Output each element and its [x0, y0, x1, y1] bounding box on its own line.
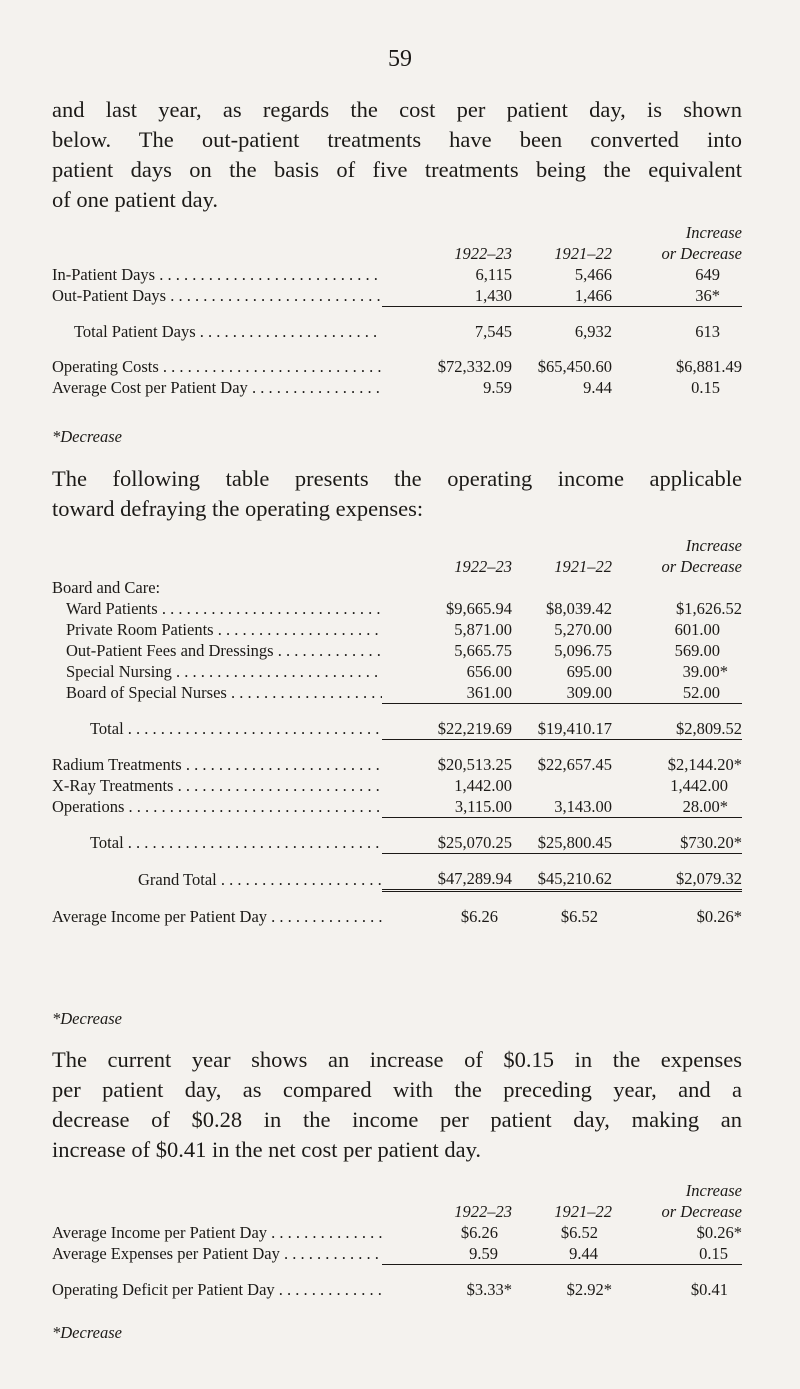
text-line: The current year shows an increase of $0.15 in the expenses: [52, 1047, 742, 1072]
table-row: Operations . . . 3,115.00 3,143.00 28.00*: [52, 796, 742, 818]
text-line: and last year, as regards the cost per patient day, is shown: [52, 97, 742, 122]
section-label-board-and-care: Board and Care:: [52, 578, 161, 597]
header-1921-22: 1921–22: [554, 557, 612, 576]
footnote-decrease: *Decrease: [52, 1009, 122, 1028]
footnote-decrease: *Decrease: [52, 1323, 122, 1342]
cost-per-patient-day-table: [52, 222, 742, 398]
header-1922-23: 1922–23: [454, 557, 512, 576]
header-1921-22: 1921–22: [554, 1202, 612, 1221]
header-1922-23: 1922–23: [454, 1202, 512, 1221]
text-line: toward defraying the operating expenses:: [52, 496, 424, 521]
table-row-grand-total: Grand Total . . . $47,289.94 $45,210.62 $2,079.32: [52, 868, 742, 891]
table-row-deficit: Operating Deficit per Patient Day . . . $3.33* $2.92* $0.41: [52, 1279, 742, 1300]
table-row: Out-Patient Days . . . 1,430 1,466 36*: [52, 285, 742, 307]
table-row: Board of Special Nurses . . . 361.00 309.00 52.00: [52, 682, 742, 704]
table-row-total: Total . . . $22,219.69 $19,410.17 $2,809.52: [52, 718, 742, 740]
net-cost-table: [52, 1180, 742, 1300]
header-increase: Increase: [685, 223, 742, 242]
table-row: Out-Patient Fees and Dressings . . . 5,665.75 5,096.75 569.00: [52, 640, 742, 661]
footnote-decrease: *Decrease: [52, 427, 122, 446]
table-row: Average Cost per Patient Day . . . 9.59 9.44 0.15: [52, 377, 742, 398]
table-row: Special Nursing . . . 656.00 695.00 39.00*: [52, 661, 742, 682]
table-row: Operating Costs . . . $72,332.09 $65,450.60 $6,881.49: [52, 356, 742, 377]
header-or-decrease: or Decrease: [661, 1202, 742, 1221]
income-paragraph: [52, 464, 742, 524]
header-1921-22: 1921–22: [554, 244, 612, 263]
table-row-total: Total . . . $25,070.25 $25,800.45 $730.20*: [52, 832, 742, 854]
text-line: patient days on the basis of five treatments being the equivalent: [52, 157, 742, 182]
text-line: increase of $0.41 in the net cost per patient day.: [52, 1137, 482, 1162]
text-line: per patient day, as compared with the preceding year, and a: [52, 1077, 742, 1102]
table-row: In-Patient Days . . . 6,115 5,466 649: [52, 264, 742, 285]
table-row: Private Room Patients . . . 5,871.00 5,270.00 601.00: [52, 619, 742, 640]
header-1922-23: 1922–23: [454, 244, 512, 263]
table-row: Average Income per Patient Day . . . $6.26 $6.52 $0.26*: [52, 1222, 742, 1243]
operating-income-table: [52, 535, 742, 927]
text-line: decrease of $0.28 in the income per patient day, making an: [52, 1107, 742, 1132]
intro-paragraph: [52, 95, 742, 215]
table-row: Average Expenses per Patient Day . . . 9.59 9.44 0.15: [52, 1243, 742, 1265]
header-increase: Increase: [685, 536, 742, 555]
text-line: of one patient day.: [52, 187, 218, 212]
table-row: Average Income per Patient Day . . . $6.26 $6.52 $0.26*: [52, 906, 742, 927]
table-row: X-Ray Treatments . . . 1,442.00 1,442.00: [52, 775, 742, 796]
text-line: The following table presents the operating income applicable: [52, 466, 742, 491]
text-line: below. The out-patient treatments have been converted into: [52, 127, 742, 152]
table-row: Ward Patients . . . $9,665.94 $8,039.42 $1,626.52: [52, 598, 742, 619]
table-row-total: Total Patient Days . . . 7,545 6,932 613: [52, 321, 742, 342]
net-cost-paragraph: [52, 1045, 742, 1165]
table-row: Radium Treatments . . . $20,513.25 $22,657.45 $2,144.20*: [52, 754, 742, 775]
header-or-decrease: or Decrease: [661, 244, 742, 263]
header-increase: Increase: [685, 1181, 742, 1200]
page-number: 59: [388, 46, 412, 72]
header-or-decrease: or Decrease: [661, 557, 742, 576]
